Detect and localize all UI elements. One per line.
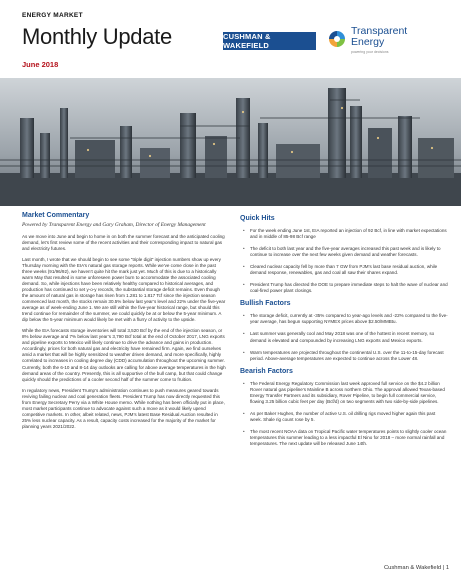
transparent-energy-logo — [327, 26, 452, 58]
bullish-factor-item: • The storage deficit, currently at -35% compared to year-ago levels and -22% compared to the five-year average, has begun supporting NYMEX prices above $2.50/MMBtu. — [240, 313, 448, 325]
market-commentary-byline: Powered by Transparent Energy and Gary Graham, Director of Energy Management — [22, 222, 206, 228]
market-commentary-title: Market Commentary — [22, 212, 90, 219]
commentary-paragraph: While the EIA forecasts storage inventories will total 3,520 Bcf by the end of the injection season, or 8% below average and 7% below last year’s 3,790 Bcf total at the end of October 2017, LNG exports and pipeline exports to Mexico will likely continue to drive the advance and gains in production. Accordingly, prices for both natural gas and electricity have remained firm. Again, we find ourselves amid a market that will be highly sensitized to weather driven demand, and more specifically, highly correlated to increases in cooling degree day (CDD) accumulation throughout the upcoming summer. Currently, both the 6-10 and 8-14 day outlooks are calling for above average temperatures in the high demand areas of the country. Presently, this is all supportive of the bull camp, but that could change quickly should the predictions of a cooler second half of the summer come to fruition. — [22, 328, 226, 382]
bearish-factors-title: Bearish Factors — [240, 367, 293, 375]
cushman-wakefield-logo — [223, 32, 316, 50]
market-commentary-column — [22, 212, 227, 435]
page-header — [0, 0, 461, 78]
commentary-paragraph: Last month, I wrote that we should begin to see some “triple digit” injection numbers show up every Thursday morning with the EIA’s natural gas storage reports. While we’ve come close in the past three weeks (91/96/92), we haven’t quite hit the mark just yet. Much of this is due to a historically warm May that resulted in some unforeseen power burn to accommodate the associated cooling demand. So, while injections have been relatively healthy compared to historical averages, and production has continued to set y-o-y records, the substantial storage deficit remains. Even though the amount of natural gas in storage has risen from 1.281 to 1.817 Tcf since the injection season commenced last month, the stocks remain 30.5% below last year’s level and 22% under the five-year average as of week-ending June 1. We are still within the five-year historical range, but should this trend continue for remainder of the summer, we could quickly be at or below the 5-year minimum. A dip below the 5-year minimum would likely be met with a flurry of activity to the upside. — [22, 256, 226, 323]
transparent-energy-name — [351, 26, 407, 48]
bullish-factor-item: • Last summer was generally cool and May 2018 was one of the hottest in recent memory, so demand is elevated and compounded by increasing LNG exports and Mexico exports. — [240, 331, 448, 343]
quick-hit-item: • President Trump has directed the DOE to prepare immediate steps to halt the wave of nuclear and coal-fired power plant closings. — [240, 282, 448, 294]
quick-hit-item: • For the week ending June 1st, EIA reported an injection of 92 Bcf, in line with market expectations and in middle of 85-98 Bcf range — [240, 228, 448, 240]
quick-hit-item: • Cleared nuclear capacity fell by more than 7 GW from PJM’s last base residual auction, while demand response, renewables, gas and coal all saw their shares expand. — [240, 264, 448, 276]
header-kicker: ENERGY MARKET — [22, 12, 83, 19]
transparent-energy-tagline: powering your decisions — [351, 50, 389, 54]
refinery-illustration — [0, 78, 461, 206]
quick-hits-title: Quick Hits — [240, 215, 275, 222]
commentary-paragraph: As we move into June and begin to home in on both the summer forecast and the anticipated cooling demand, let’s first review some of the recent activities and their corresponding impact to natural gas and electricity futures. — [22, 233, 225, 251]
bullish-factors-title: Bullish Factors — [240, 300, 291, 308]
page-footer: Cushman & Wakefield | 1 — [384, 565, 450, 571]
bearish-factor-item: • The most recent NOAA data on Tropical Pacific water temperatures points to slightly cooler ocean temperatures this summer leading to a less impactful El Nino for 2018 – more normal rainfall and temperatures. The next update will be released June 14th. — [240, 429, 448, 447]
transparent-energy-line1: Transparent — [351, 25, 408, 37]
bearish-factor-item: • The Federal Energy Regulatory Commission last week approved full service on the $4.2 billion Rover natural gas pipeline’s Mainline B across northern Ohio. The approval allowed Texas-based Energy Transfer Partners and its subsidiary, Rover Pipeline, to begin full commercial service, flowing 3.25 billion cubic feet per day (Bcf/d) on two segments with two side-by-side pipelines. — [240, 381, 448, 405]
bullish-factors-section — [240, 300, 448, 361]
factors-column — [240, 212, 448, 453]
bullish-factor-item: • Warm temperatures are projected throughout the continental U.S. over the 11-to-15-day forecast period. Above-average temperatures are expected to continue across the Lower 48. — [240, 350, 448, 362]
bearish-factor-item: • As per Baker Hughes, the number of active U.S. oil drilling rigs moved higher again this past week. Shale rig count rose by 5. — [240, 411, 448, 423]
cushman-wakefield-logo-text: CUSHMAN & WAKEFIELD — [223, 32, 271, 50]
bearish-factors-section — [240, 368, 448, 447]
page-title: Monthly Update — [22, 24, 172, 49]
transparent-energy-mark-icon — [327, 29, 347, 49]
quick-hit-item: • The deficit to both last year and the five-year averages increased this past week and is likely to continue to increase over the next few weeks given demand and weather forecasts. — [240, 246, 448, 258]
issue-date: June 2018 — [22, 60, 59, 69]
commentary-paragraph: In regulatory news, President Trump’s administration continues to push measures geared towards reviving failing nuclear and coal generation fleets. President Trump has now directly requested this from Energy Secretary Perry via a White House memo. While nothing has been officially put in place, most market participants continue to advocate against such a move as it would likely upend competitive markets. In other, albeit related, news, PJM’s latest Base Residual Auction resulted in 25% less nuclear capacity. As a result, capacity costs increased for the majority of the market for planning years 2021/2022. — [22, 387, 225, 429]
refinery-hero-image — [0, 78, 461, 206]
quick-hits-section — [240, 215, 448, 294]
transparent-energy-line2: Energy — [351, 36, 385, 48]
